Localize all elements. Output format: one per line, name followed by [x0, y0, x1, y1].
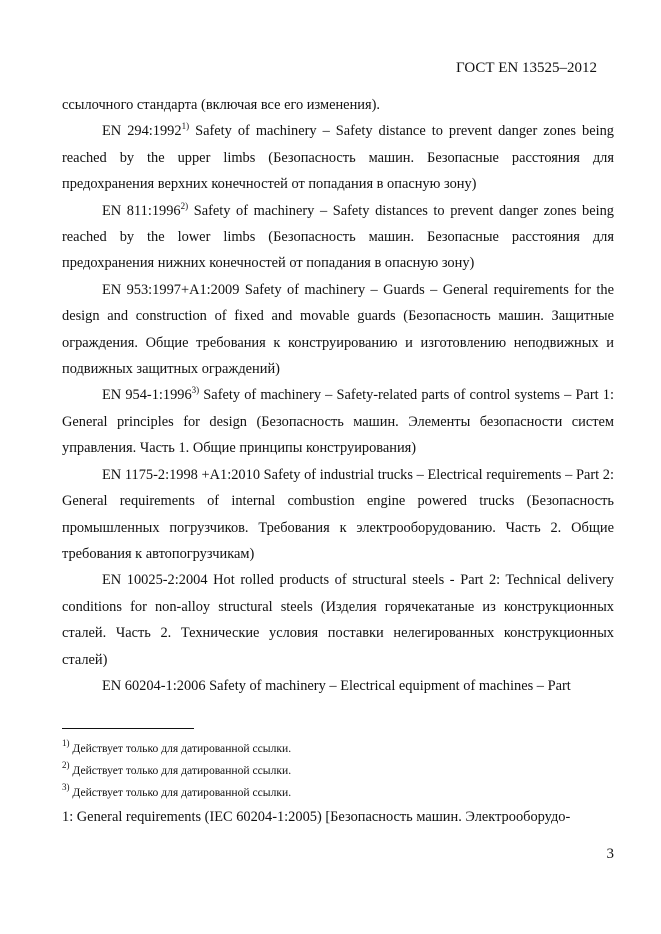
reference-en-1175-2: EN 1175-2:1998 +A1:2010 Safety of industrial trucks – Electrical requirements – Part 2: General requirements of internal combustion engine powered trucks (Безопасность промышленных погрузчиков. Требования к электрооборудованию. Часть 2. Общие требования к автопогрузчикам)	[62, 466, 614, 562]
footnote-marker: 1)	[181, 121, 190, 132]
page-number: 3	[606, 846, 614, 862]
footnote-text: Действует только для датированной ссылки.	[69, 764, 292, 777]
reference-en-10025-2: EN 10025-2:2004 Hot rolled products of structural steels - Part 2: Technical delivery conditions for non-alloy structural steels (Изделия горячекатаные из конструкционных сталей. Часть 2. Технические условия поставки нелегированных конструкционных сталей)	[62, 572, 614, 668]
footnote-mark: 1)	[62, 738, 70, 748]
reference-en-811	[62, 198, 614, 277]
paragraph-continuation: ссылочного стандарта (включая все его изменения).	[62, 97, 380, 113]
reference-en-294	[62, 118, 614, 197]
footnote-marker: 3)	[191, 385, 200, 396]
footnote-separator	[62, 728, 194, 729]
document-code-header: ГОСТ EN 13525–2012	[456, 60, 597, 76]
reference-code: EN 294:1992	[102, 123, 182, 140]
reference-title: Safety of machinery – Safety distance to prevent danger zones being reached by the upper limbs (Безопасность машин. Безопасные расстояния для предохранения верхних конечностей от попадания в опасную зону)	[62, 123, 614, 193]
footnote-mark: 2)	[62, 760, 70, 770]
reference-en-954-1	[62, 382, 614, 461]
footnotes	[62, 738, 614, 804]
continuation-text	[62, 804, 614, 830]
footnote-1	[62, 738, 614, 760]
reference-title: Safety of machinery – Safety distances to prevent danger zones being reached by the lower limbs (Безопасность машин. Безопасные расстояния для предохранения нижних конечностей от попадания в опасную зону)	[62, 202, 614, 272]
reference-en-60204-1: EN 60204-1:2006 Safety of machinery – Electrical equipment of machines – Part	[102, 677, 571, 694]
reference-code: EN 811:1996	[102, 202, 181, 219]
reference-title: Safety of machinery – Safety-related parts of control systems – Part 1: General principles for design (Безопасность машин. Элементы безопасности систем управления. Часть 1. Общие принципы конструирования)	[62, 387, 614, 457]
footnote-mark: 3)	[62, 782, 70, 792]
continuation-line: 1: General requirements (IEC 60204-1:2005) [Безопасность машин. Электрооборудо-	[62, 809, 571, 825]
footnote-marker: 2)	[180, 200, 189, 211]
reference-code: EN 954-1:1996	[102, 387, 192, 404]
footnote-text: Действует только для датированной ссылки.	[69, 742, 292, 755]
main-text	[62, 92, 614, 699]
footnote-3	[62, 782, 614, 804]
reference-en-953: EN 953:1997+A1:2009 Safety of machinery – Guards – General requirements for the design and construction of fixed and movable guards (Безопасность машин. Защитные ограждения. Общие требования к конструированию и изготовлению неподвижных и подвижных защитных ограждений)	[62, 281, 614, 378]
footnote-text: Действует только для датированной ссылки.	[69, 786, 292, 799]
footnote-2	[62, 760, 614, 782]
